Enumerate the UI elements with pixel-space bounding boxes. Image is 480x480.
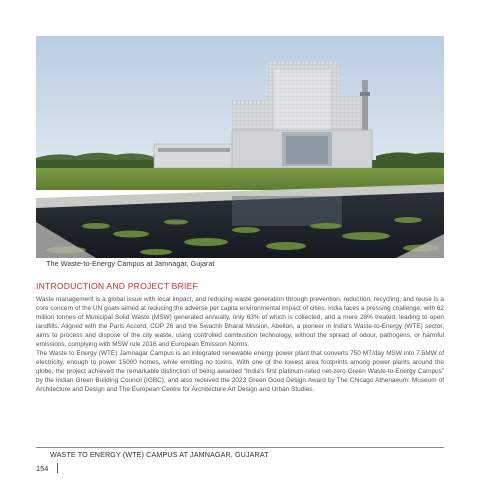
page-number-separator [57, 463, 58, 473]
page-number: 154 [36, 464, 49, 473]
body-text [36, 295, 444, 395]
paragraph: The Waste to Energy (WTE) Jamnagar Campus is an integrated renewable energy power plant that converts 750 MT/day MSW into 7.5MW of electricity, enough to power 15000 homes, while emitting no toxins. With one of the lowest area footprints among power plants around the globe, the project achieved the remarkable distinction of being awarded “India's first platinum-rated net-zero Green Waste-to-Energy Campus” by the Indian Green Building Council (IGBC), and also received the 2023 Green Good Design Award by The Chicago Athenaeum: Museum of Architecture and Design and The European Centre for Architecture Art Design and Urban Studies. [36, 350, 444, 394]
running-footer-title: WASTE TO ENERGY (WTE) CAMPUS AT JAMNAGAR, GUJARAT [50, 450, 269, 459]
section-title: INTRODUCTION AND PROJECT BRIEF [36, 281, 198, 291]
footer-divider [36, 447, 444, 448]
photo-caption: The Waste-to-Energy Campus at Jamnagar, Gujarat [46, 259, 215, 268]
project-photo [36, 36, 444, 258]
paragraph: Waste management is a global issue with local impact, and reducing waste generation through prevention, reduction, recycling, and reuse is a core concern of the UN goals aimed at reducing the adverse per capita environmental impact of cities. India faces a pressing challenge, with 62 million tonnes of Municipal Solid Waste (MSW) generated annually, only 63% of which is collected, and a mere 28% treated, leading to open landfills. Aligned with the Paris Accord, COP 26 and the Swachh Bharat Mission, Abellon, a pioneer in India's Waste-to-Energy (WTE) sector, aims to process and dispose of the city waste, using controlled combustion technology, without the spread of odour, pathogens, or harmful emissions, complying with MSW rule 2016 and European Emission Norms. [36, 296, 444, 349]
